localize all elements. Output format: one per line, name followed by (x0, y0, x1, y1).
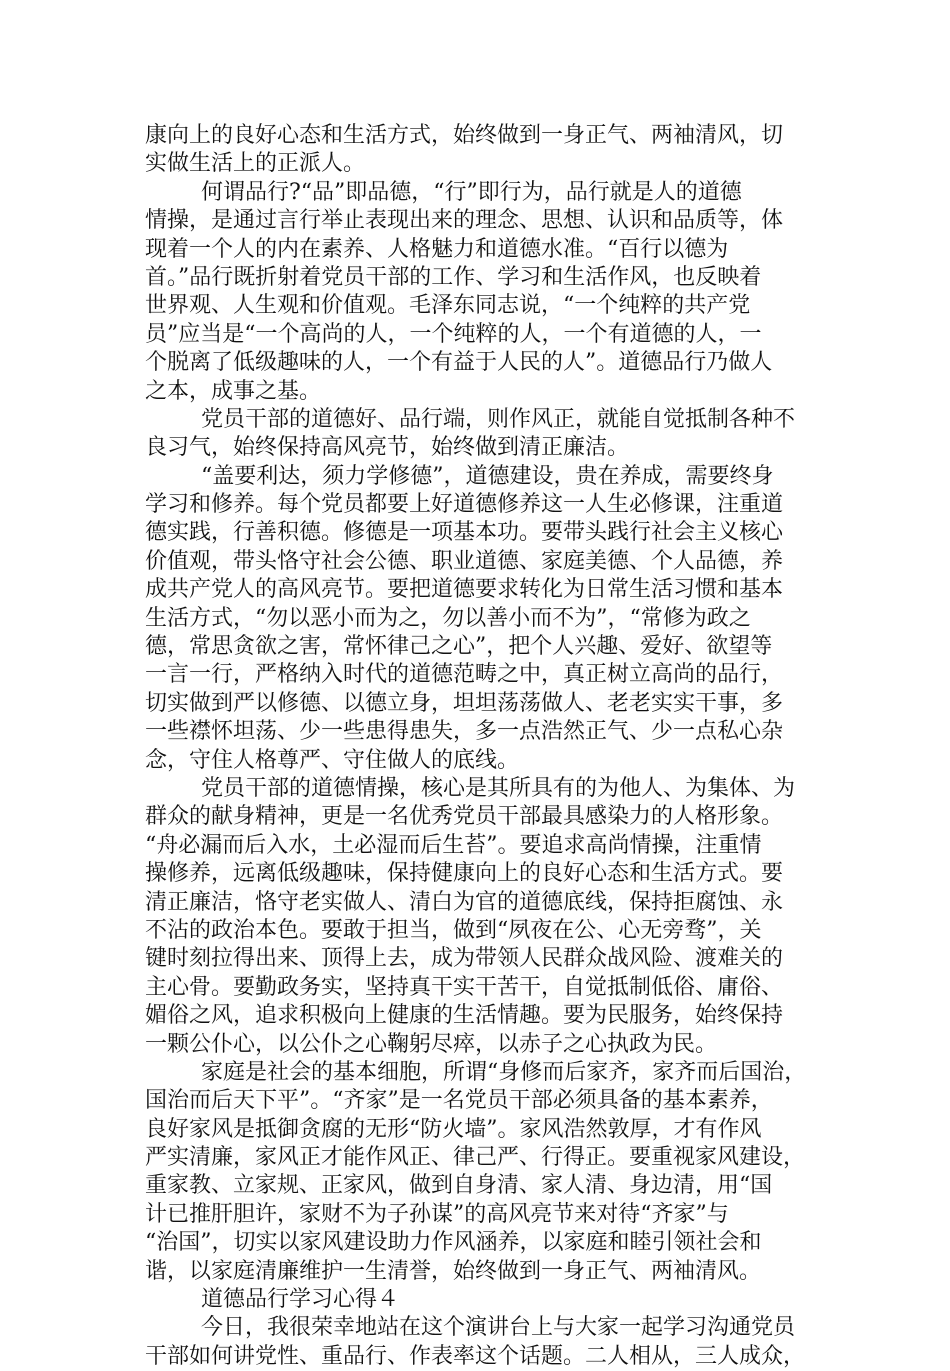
text-line: 之本，成事之基。 (145, 378, 322, 404)
text-line: 德，常思贪欲之害，常怀律己之心”，把个人兴趣、爱好、欲望等 (145, 634, 773, 660)
text-line: “舟必漏而后入水，土必湿而后生苔”。要追求高尚情操，注重情 (145, 832, 762, 858)
text-line: 学习和修养。每个党员都要上好道德修养这一人生必修课，注重道 (145, 492, 784, 518)
text-line: 清正廉洁，恪守老实做人、清白为官的道德底线，保持拒腐蚀、永 (145, 889, 784, 915)
text-line: 国治而后天下平”。“齐家”是一名党员干部必须具备的基本素养， (145, 1088, 773, 1114)
paragraph-first-line: “盖要利达，须力学修德”，道德建设，贵在养成，需要终身 (201, 463, 774, 489)
text-line: 一些襟怀坦荡、少一些患得患失，多一点浩然正气、少一点私心杂 (145, 719, 784, 745)
text-line: 康向上的良好心态和生活方式，始终做到一身正气、两袖清风，切 (145, 123, 784, 148)
text-line: 不沾的政治本色。要敢于担当，做到“夙夜在公、心无旁骛”，关 (145, 917, 762, 943)
text-line: 计已推肝胆许，家财不为子孙谋”的高风亮节来对待“齐家”与 (145, 1201, 729, 1227)
text-line: 重家教、立家规、正家风，做到自身清、家人清、身边清，用“国 (145, 1173, 773, 1199)
text-line: 德实践，行善积德。修德是一项基本功。要带头践行社会主义核心 (145, 520, 784, 546)
paragraph-first-line: 道德品行学习心得４ (201, 1287, 400, 1313)
text-line: 念，守住人格尊严、守住做人的底线。 (145, 747, 520, 773)
text-line: 谐，以家庭清廉维护一生清誉，始终做到一身正气、两袖清风。 (145, 1258, 762, 1284)
text-line: 键时刻拉得出来、顶得上去，成为带领人民群众战风险、渡难关的 (145, 946, 784, 972)
text-line: 一言一行，严格纳入时代的道德范畴之中，真正树立高尚的品行， (145, 662, 784, 688)
text-line: 主心骨。要勤政务实，坚持真干实干苦干，自觉抵制低俗、庸俗、 (145, 974, 784, 1000)
text-line: 情操，是通过言行举止表现出来的理念、思想、认识和品质等，体 (145, 208, 784, 234)
text-line: 操修养，远离低级趣味，保持健康向上的良好心态和生活方式。要 (145, 861, 784, 887)
text-line: 首。”品行既折射着党员干部的工作、学习和生活作风，也反映着 (145, 264, 762, 290)
text-line: 生活方式，“勿以恶小而为之，勿以善小而不为”，“常修为政之 (145, 605, 751, 631)
text-line: 一颗公仆心，以公仆之心鞠躬尽瘁，以赤子之心执政为民。 (145, 1031, 718, 1057)
text-line: 切实做到严以修德、以德立身，坦坦荡荡做人、老老实实干事，多 (145, 690, 784, 716)
text-line: 员”应当是“一个高尚的人，一个纯粹的人，一个有道德的人，一 (145, 321, 762, 347)
text-line: 价值观，带头恪守社会公德、职业道德、家庭美德、个人品德，养 (145, 548, 784, 574)
text-line: 良习气，始终保持高风亮节，始终做到清正廉洁。 (145, 435, 630, 461)
text-line: 现着一个人的内在素养、人格魅力和道德水准。“百行以德为 (145, 236, 729, 262)
text-line: 严实清廉，家风正才能作风正、律己严、行得正。要重视家风建设， (145, 1145, 806, 1171)
text-line: 媚俗之风，追求积极向上健康的生活情趣。要为民服务，始终保持 (145, 1003, 784, 1029)
text-line: 世界观、人生观和价值观。毛泽东同志说，“一个纯粹的共产党 (145, 293, 751, 319)
text-line: 良好家风是抵御贪腐的无形“防火墙”。家风浩然敦厚，才有作风 (145, 1116, 762, 1142)
paragraph-first-line: 党员干部的道德情操，核心是其所具有的为他人、为集体、为 (201, 775, 796, 801)
text-line: 群众的献身精神，更是一名优秀党员干部最具感染力的人格形象。 (145, 804, 784, 830)
text-line: “治国”，切实以家风建设助力作风涵养，以家庭和睦引领社会和 (145, 1230, 762, 1256)
text-line: 干部如何讲党性、重品行、作表率这个话题。二人相从，三人成众， (145, 1343, 806, 1369)
paragraph-first-line: 何谓品行?“品”即品德，“行”即行为，品行就是人的道德 (201, 179, 742, 205)
paragraph-first-line: 党员干部的道德好、品行端，则作风正，就能自觉抵制各种不 (201, 406, 796, 432)
paragraph-first-line: 今日，我很荣幸地站在这个演讲台上与大家一起学习沟通党员 (201, 1315, 796, 1341)
document-page (145, 122, 815, 1371)
text-line: 成共产党人的高风亮节。要把道德要求转化为日常生活习惯和基本 (145, 577, 784, 603)
text-line: 实做生活上的正派人。 (145, 151, 366, 177)
paragraph-first-line: 家庭是社会的基本细胞，所谓“身修而后家齐，家齐而后国治， (201, 1059, 807, 1085)
text-line: 个脱离了低级趣味的人，一个有益于人民的人”。道德品行乃做人 (145, 350, 773, 376)
